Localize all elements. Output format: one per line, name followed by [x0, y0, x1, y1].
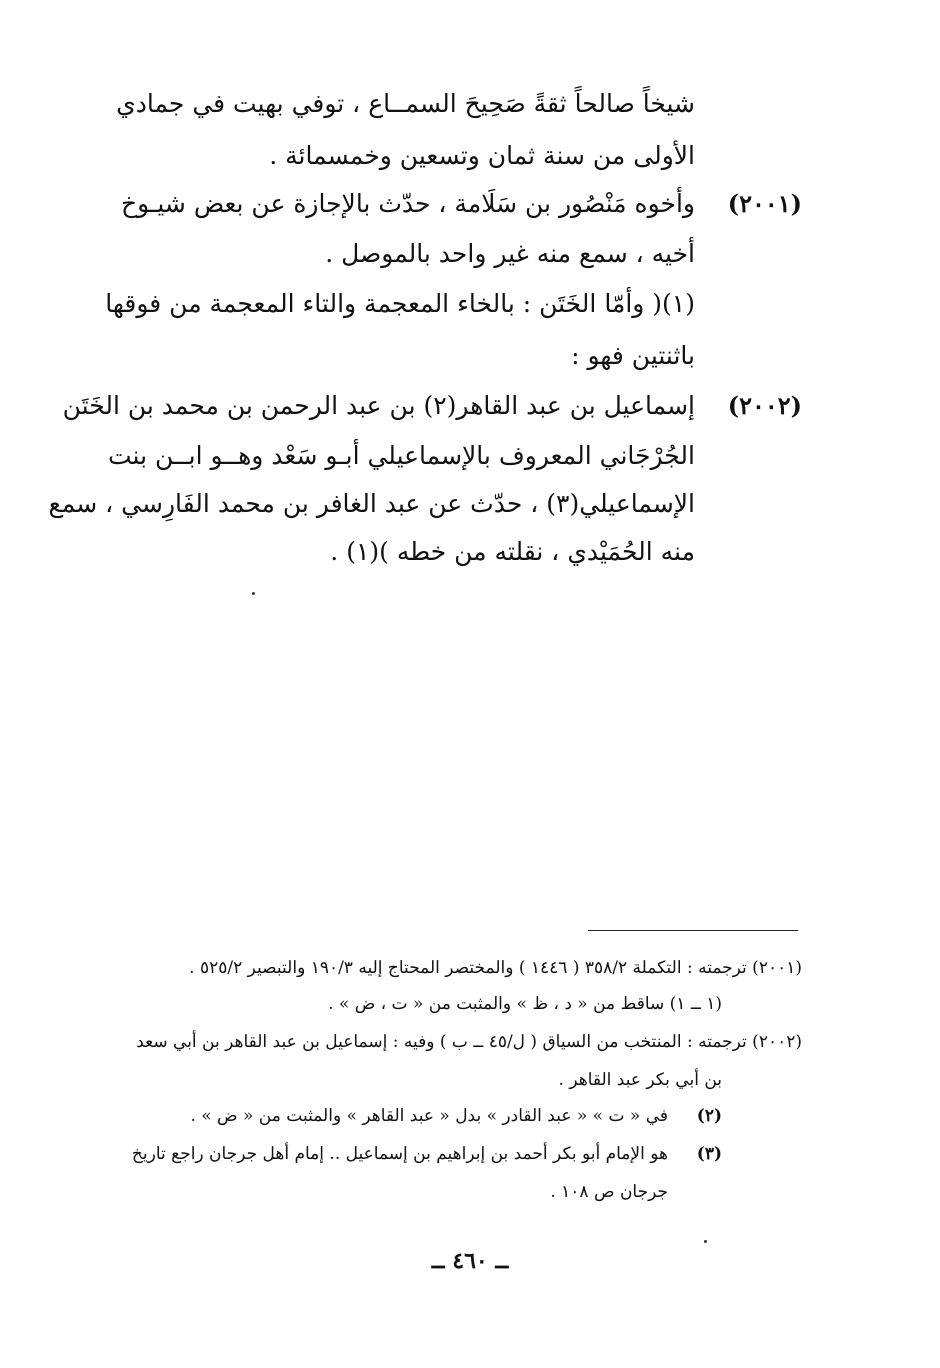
- footnote-separator: [588, 930, 798, 931]
- body-line-5: (١)( وأمّا الخَتَن : بالخاء المعجمة والتاء المعجمة من فوقها: [105, 289, 695, 318]
- body-line-6: باثنتين فهو :: [571, 341, 695, 370]
- footnote-line-3: (٢٠٠٢) ترجمته : المنتخب من السياق ( ل/٤٥ ــ ب ) وفيه : إسماعيل بن عبد القاهر بن أبي سعد: [136, 1032, 802, 1052]
- body-line-3: وأخوه مَنْصُور بن سَلَامة ، حدّث بالإجازة عن بعض شيـوخ: [121, 189, 695, 218]
- body-line-9: الإسماعيلي(٣) ، حدّث عن عبد الغافر بن محمد الفَارِسي ، سمع: [48, 489, 695, 518]
- body-line-8: الجُرْجَاني المعروف بالإسماعيلي أبـو سَعْد وهــو ابــن بنت: [108, 441, 695, 470]
- body-line-4: أخيه ، سمع منه غير واحد بالموصل .: [325, 239, 695, 268]
- footnote-number-3: (٣): [696, 1144, 722, 1164]
- footnote-line-2: (١ ــ ١) ساقط من « د ، ظ » والمثبت من « ت ، ض » .: [328, 994, 722, 1014]
- body-line-10: منه الحُمَيْدي ، نقلته من خطه )(١) .: [330, 537, 695, 566]
- footnote-line-4: بن أبي بكر عبد القاهر .: [558, 1070, 722, 1090]
- footnote-line-5: في « ت » « عبد القادر » بدل « عبد القاهر » والمثبت من « ض » .: [190, 1106, 668, 1126]
- footnote-line-1: (٢٠٠١) ترجمته : التكملة ٣٥٨/٢ ( ١٤٤٦ ) والمختصر المحتاج إليه ١٩٠/٣ والتبصير ٥٢٥/٢ .: [189, 958, 802, 978]
- scan-speck: [252, 592, 255, 595]
- body-line-1: شيخاً صالحاً ثقةً صَحِيحَ السمــاع ، توفي بهيت في جمادي: [116, 89, 695, 118]
- footnote-line-7: جرجان ص ١٠٨ .: [550, 1182, 668, 1202]
- scan-speck: [704, 1240, 707, 1243]
- body-line-2: الأولى من سنة ثمان وتسعين وخمسمائة .: [269, 141, 695, 170]
- body-line-7: إسماعيل بن عبد القاهر(٢) بن عبد الرحمن بن محمد بن الخَتَن: [62, 391, 695, 420]
- entry-number-2001: (٢٠٠١): [727, 189, 802, 218]
- footnote-line-6: هو الإمام أبو بكر أحمد بن إبراهيم بن إسماعيل .. إمام أهل جرجان راجع تاريخ: [131, 1144, 668, 1164]
- entry-number-2002: (٢٠٠٢): [727, 391, 802, 420]
- page-number: ــ ٤٦٠ ــ: [431, 1248, 509, 1274]
- footnote-number-2: (٢): [696, 1106, 722, 1126]
